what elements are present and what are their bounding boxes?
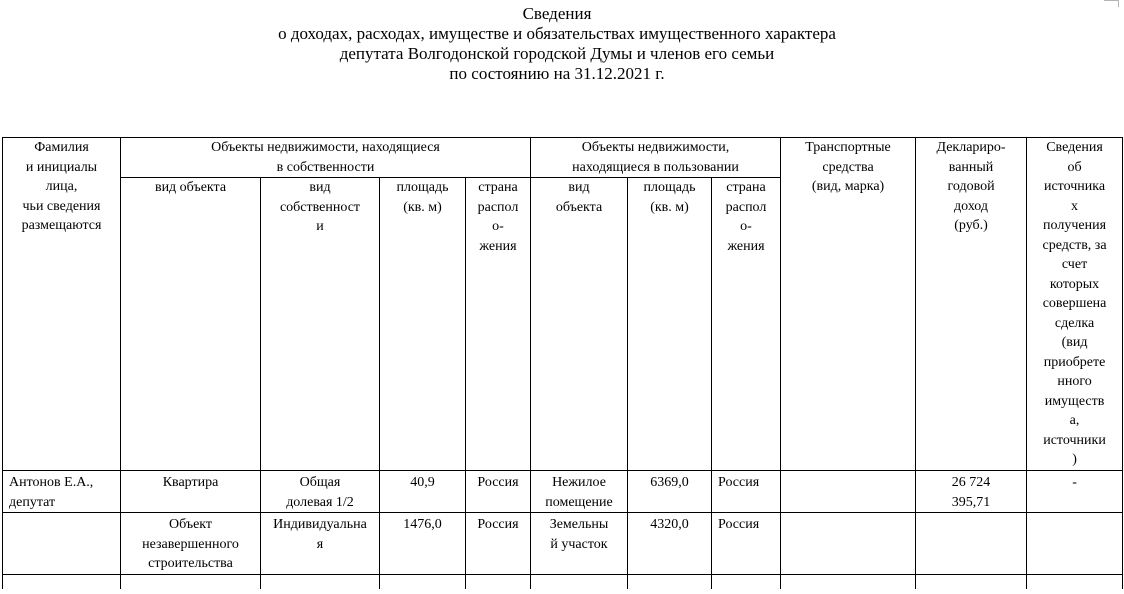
cell-owned-area: 1476,0 xyxy=(380,513,466,575)
cell-empty xyxy=(380,574,466,589)
cell-owned-country: Россия xyxy=(466,513,531,575)
header-owned-area: площадь (кв. м) xyxy=(380,178,466,471)
cell-empty xyxy=(712,574,781,589)
cell-vehicles xyxy=(781,513,916,575)
cell-name xyxy=(3,513,121,575)
header-used-country: страна распол о- жения xyxy=(712,178,781,471)
cell-used-country: Россия xyxy=(712,513,781,575)
cell-owned-country: Россия xyxy=(466,471,531,513)
cell-owned-ownership: Индивидуальна я xyxy=(261,513,380,575)
table-row-partial xyxy=(3,574,1123,589)
header-sources: Сведения об источника х получения средств, за счет которых совершена сделка (вид приобрете нного имуществ а, источники ) xyxy=(1027,138,1123,471)
table-row xyxy=(3,471,1123,513)
header-owned-type: вид объекта xyxy=(121,178,261,471)
cell-empty xyxy=(466,574,531,589)
cell-income xyxy=(916,513,1027,575)
cell-empty xyxy=(628,574,712,589)
table-row xyxy=(3,513,1123,575)
cell-empty xyxy=(916,574,1027,589)
header-vehicles: Транспортные средства (вид, марка) xyxy=(781,138,916,471)
cell-empty xyxy=(3,574,121,589)
header-row-1 xyxy=(3,138,1123,178)
cell-used-type: Земельны й участок xyxy=(531,513,628,575)
title-line-4: по состоянию на 31.12.2021 г. xyxy=(449,64,665,83)
header-used-area: площадь (кв. м) xyxy=(628,178,712,471)
cell-sources: - xyxy=(1027,471,1123,513)
cell-empty xyxy=(261,574,380,589)
cell-owned-ownership: Общая долевая 1/2 xyxy=(261,471,380,513)
header-owned-ownership: вид собственност и xyxy=(261,178,380,471)
header-used-group: Объекты недвижимости, находящиеся в пользовании xyxy=(531,138,781,178)
cell-used-area: 4320,0 xyxy=(628,513,712,575)
cell-used-area: 6369,0 xyxy=(628,471,712,513)
title-line-1: Сведения xyxy=(522,4,592,23)
cell-owned-type: Объект незавершенного строительства xyxy=(121,513,261,575)
cell-sources xyxy=(1027,513,1123,575)
cell-empty xyxy=(531,574,628,589)
cell-used-type: Нежилое помещение xyxy=(531,471,628,513)
document-title xyxy=(0,4,1114,84)
cell-used-country: Россия xyxy=(712,471,781,513)
header-used-type: вид объекта xyxy=(531,178,628,471)
declaration-table xyxy=(2,137,1123,589)
cell-owned-area: 40,9 xyxy=(380,471,466,513)
cell-empty xyxy=(121,574,261,589)
cell-vehicles xyxy=(781,471,916,513)
cell-empty xyxy=(1027,574,1123,589)
cell-owned-type: Квартира xyxy=(121,471,261,513)
cell-income: 26 724 395,71 xyxy=(916,471,1027,513)
header-owned-group: Объекты недвижимости, находящиеся в собственности xyxy=(121,138,531,178)
header-income: Деклариро- ванный годовой доход (руб.) xyxy=(916,138,1027,471)
header-owned-country: страна распол о- жения xyxy=(466,178,531,471)
title-line-3: депутата Волгодонской городской Думы и членов его семьи xyxy=(339,44,775,63)
cell-name: Антонов Е.А., депутат xyxy=(3,471,121,513)
cell-empty xyxy=(781,574,916,589)
title-line-2: о доходах, расходах, имуществе и обязательствах имущественного характера xyxy=(278,24,836,43)
header-name: Фамилия и инициалы лица, чьи сведения размещаются xyxy=(3,138,121,471)
